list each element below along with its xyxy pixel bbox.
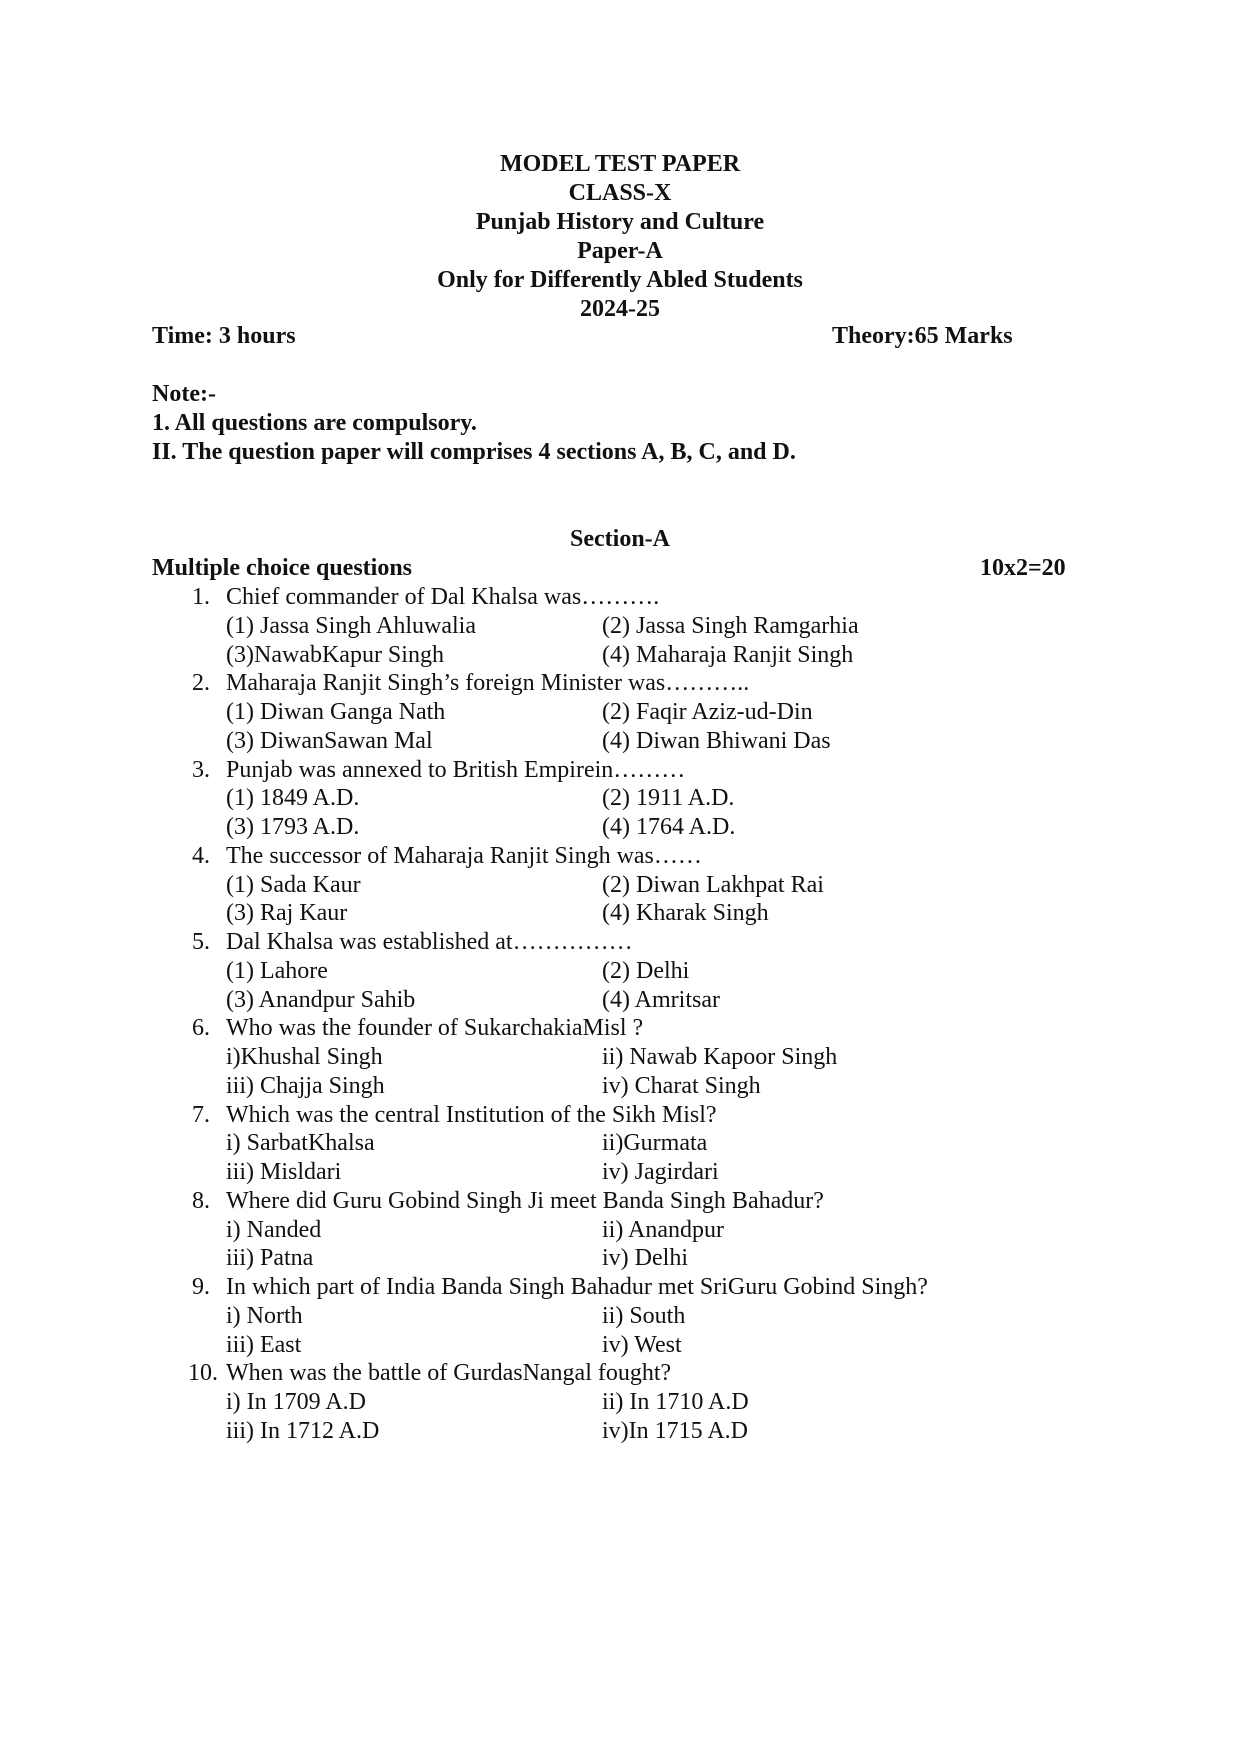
- option-1: i)Khushal Singh: [226, 1044, 383, 1070]
- question-item: [152, 1014, 1052, 1100]
- question-item: [152, 669, 1052, 755]
- question-text: In which part of India Banda Singh Bahadur met SriGuru Gobind Singh?: [226, 1274, 928, 1300]
- question-item: [152, 1187, 1052, 1273]
- option-4: (4) Kharak Singh: [602, 900, 769, 927]
- question-text: Chief commander of Dal Khalsa was……….: [226, 584, 660, 610]
- option-1: i) In 1709 A.D: [226, 1389, 366, 1415]
- question-number: 8.: [192, 1187, 210, 1214]
- option-1: i) Nanded: [226, 1216, 322, 1243]
- time-label: Time: 3 hours: [152, 323, 296, 349]
- option-2: ii) In 1710 A.D: [602, 1389, 749, 1415]
- question-item: [152, 1101, 1052, 1187]
- option-3: iii) Misldari: [226, 1159, 342, 1185]
- notes-block: [152, 380, 796, 467]
- question-item: [152, 842, 1052, 928]
- option-1: (1) Jassa Singh Ahluwalia: [226, 612, 476, 639]
- option-4: (4) Diwan Bhiwani Das: [602, 727, 831, 754]
- class-label: CLASS-X: [568, 180, 672, 206]
- option-4: iv) West: [602, 1331, 682, 1358]
- paper-label: Paper-A: [577, 238, 663, 264]
- subject-label: Punjab History and Culture: [475, 209, 765, 235]
- paper-title-block: [0, 150, 1240, 324]
- option-2: ii) South: [602, 1302, 686, 1329]
- question-text: Punjab was annexed to British Empirein………: [226, 756, 686, 783]
- question-text: When was the battle of GurdasNangal fought?: [226, 1360, 672, 1387]
- question-list: [152, 583, 1052, 1446]
- option-1: (1) 1849 A.D.: [226, 785, 360, 812]
- option-4: (4) 1764 A.D.: [602, 814, 736, 840]
- question-number: 2.: [192, 670, 210, 697]
- question-text: The successor of Maharaja Ranjit Singh was……: [226, 842, 702, 869]
- question-number: 5.: [192, 929, 210, 955]
- option-4: iv) Charat Singh: [602, 1072, 761, 1099]
- question-item: [152, 756, 1052, 842]
- question-number: 6.: [192, 1015, 210, 1042]
- option-2: ii) Anandpur: [602, 1216, 724, 1243]
- mcq-heading: Multiple choice questions: [152, 555, 413, 581]
- notes-heading: Note:-: [152, 381, 216, 407]
- option-4: (4) Amritsar: [602, 986, 720, 1013]
- option-3: (3) DiwanSawan Mal: [226, 727, 433, 754]
- question-text: Dal Khalsa was established at……………: [226, 929, 633, 955]
- question-number: 3.: [192, 756, 210, 783]
- question-text: Which was the central Institution of the Sikh Misl?: [226, 1101, 717, 1128]
- option-3: (3) Raj Kaur: [226, 900, 348, 927]
- option-3: iii) Patna: [226, 1245, 314, 1272]
- option-1: (1) Lahore: [226, 957, 328, 984]
- note-item: 1. All questions are compulsory.: [152, 410, 477, 436]
- option-2: ii)Gurmata: [602, 1130, 708, 1157]
- note-item: II. The question paper will comprises 4 sections A, B, C, and D.: [152, 439, 796, 465]
- option-3: (3) 1793 A.D.: [226, 814, 360, 840]
- option-2: (2) Faqir Aziz-ud-Din: [602, 699, 813, 725]
- question-text: Where did Guru Gobind Singh Ji meet Banda Singh Bahadur?: [226, 1187, 824, 1214]
- question-text: Who was the founder of SukarchakiaMisl ?: [226, 1015, 644, 1042]
- question-number: 4.: [192, 842, 210, 869]
- option-1: (1) Sada Kaur: [226, 871, 361, 898]
- option-2: (2) 1911 A.D.: [602, 785, 735, 812]
- option-4: iv)In 1715 A.D: [602, 1417, 748, 1444]
- option-4: iv) Delhi: [602, 1245, 688, 1272]
- paper-title: MODEL TEST PAPER: [499, 151, 741, 177]
- question-text: Maharaja Ranjit Singh’s foreign Minister was………..: [226, 670, 750, 697]
- option-1: i) SarbatKhalsa: [226, 1130, 375, 1157]
- option-3: iii) In 1712 A.D: [226, 1417, 380, 1444]
- option-3: (3) Anandpur Sahib: [226, 986, 416, 1013]
- section-title: Section-A: [570, 526, 670, 552]
- option-2: (2) Diwan Lakhpat Rai: [602, 871, 824, 898]
- question-number: 1.: [192, 584, 210, 610]
- option-3: iii) East: [226, 1331, 302, 1358]
- question-item: [152, 928, 1052, 1014]
- mcq-header: [152, 554, 1072, 583]
- option-4: iv) Jagirdari: [602, 1159, 719, 1185]
- question-item: [152, 583, 1052, 669]
- option-1: i) North: [226, 1302, 303, 1329]
- theory-marks-label: Theory:65 Marks: [832, 323, 1013, 349]
- option-2: (2) Jassa Singh Ramgarhia: [602, 612, 859, 639]
- option-3: (3)NawabKapur Singh: [226, 641, 444, 668]
- question-item: [152, 1359, 1052, 1445]
- question-number: 9.: [192, 1274, 210, 1300]
- question-item: [152, 1273, 1052, 1359]
- question-number: 7.: [192, 1101, 210, 1128]
- option-2: ii) Nawab Kapoor Singh: [602, 1044, 838, 1070]
- question-number: 10.: [188, 1360, 218, 1387]
- option-1: (1) Diwan Ganga Nath: [226, 699, 446, 725]
- session-label: 2024-25: [580, 296, 660, 322]
- option-2: (2) Delhi: [602, 957, 690, 984]
- audience-label: Only for Differently Abled Students: [437, 267, 803, 293]
- option-4: (4) Maharaja Ranjit Singh: [602, 641, 854, 668]
- option-3: iii) Chajja Singh: [226, 1072, 385, 1099]
- mcq-marks: 10x2=20: [980, 555, 1066, 581]
